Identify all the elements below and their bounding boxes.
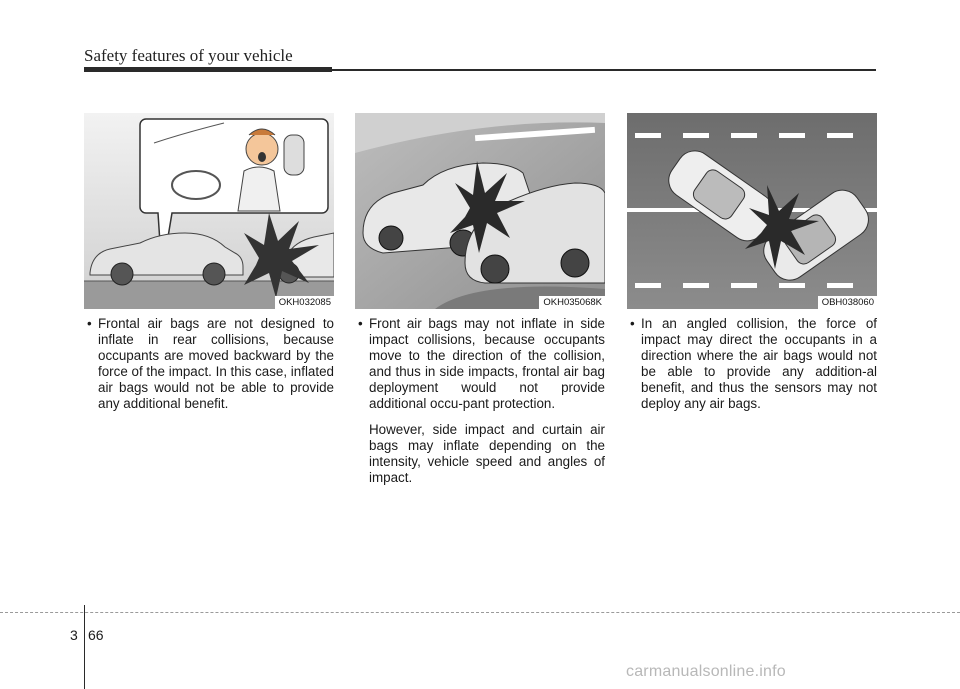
column-side-collision (355, 113, 605, 486)
figure-rear-collision (84, 113, 334, 309)
bullet-mark: • (630, 316, 635, 331)
footer-vertical-rule (84, 605, 85, 689)
column-angled-collision (627, 113, 877, 413)
figure-code: OKH035068K (539, 296, 605, 309)
bullet-text: Frontal air bags are not designed to inflate in rear collisions, because occupants are moved backward by the force of the impact. In this case, inflated air bags would not be able to provide any additional benefit. (98, 316, 334, 412)
column-rear-collision (84, 113, 334, 413)
bullet-text: In an angled collision, the force of impact may direct the occupants in a direction where the air bags would not be able to provide any addition-al benefit, and thus the sensors may not deploy any air bags. (641, 316, 877, 412)
figure-side-collision (355, 113, 605, 309)
bullet-mark: • (358, 316, 363, 331)
page-number: 66 (88, 627, 104, 643)
watermark: carmanualsonline.info (626, 663, 786, 680)
bullet-mark: • (87, 316, 92, 331)
angled-collision-illustration (627, 113, 877, 309)
header-rule-thin (332, 69, 876, 71)
bullet-paragraph (355, 316, 605, 413)
rear-collision-illustration (84, 113, 334, 309)
continuation-paragraph: However, side impact and curtain air bags may inflate depending on the intensity, vehicle speed and angles of impact. (369, 421, 605, 485)
header-rule-thick (84, 67, 332, 72)
footer-dashed-rule (0, 612, 960, 613)
chapter-number: 3 (70, 627, 78, 643)
bullet-paragraph (627, 316, 877, 413)
figure-code: OKH032085 (275, 296, 334, 309)
bullet-paragraph (84, 316, 334, 413)
side-collision-illustration (355, 113, 605, 309)
figure-code: OBH038060 (818, 296, 877, 309)
figure-angled-collision (627, 113, 877, 309)
bullet-text: Front air bags may not inflate in side impact collisions, because occupants move to the direction of the collision, and thus in side impacts, frontal air bag deployment would not provide additional occu-pant protection. (369, 316, 605, 412)
page-header-title: Safety features of your vehicle (84, 46, 293, 65)
